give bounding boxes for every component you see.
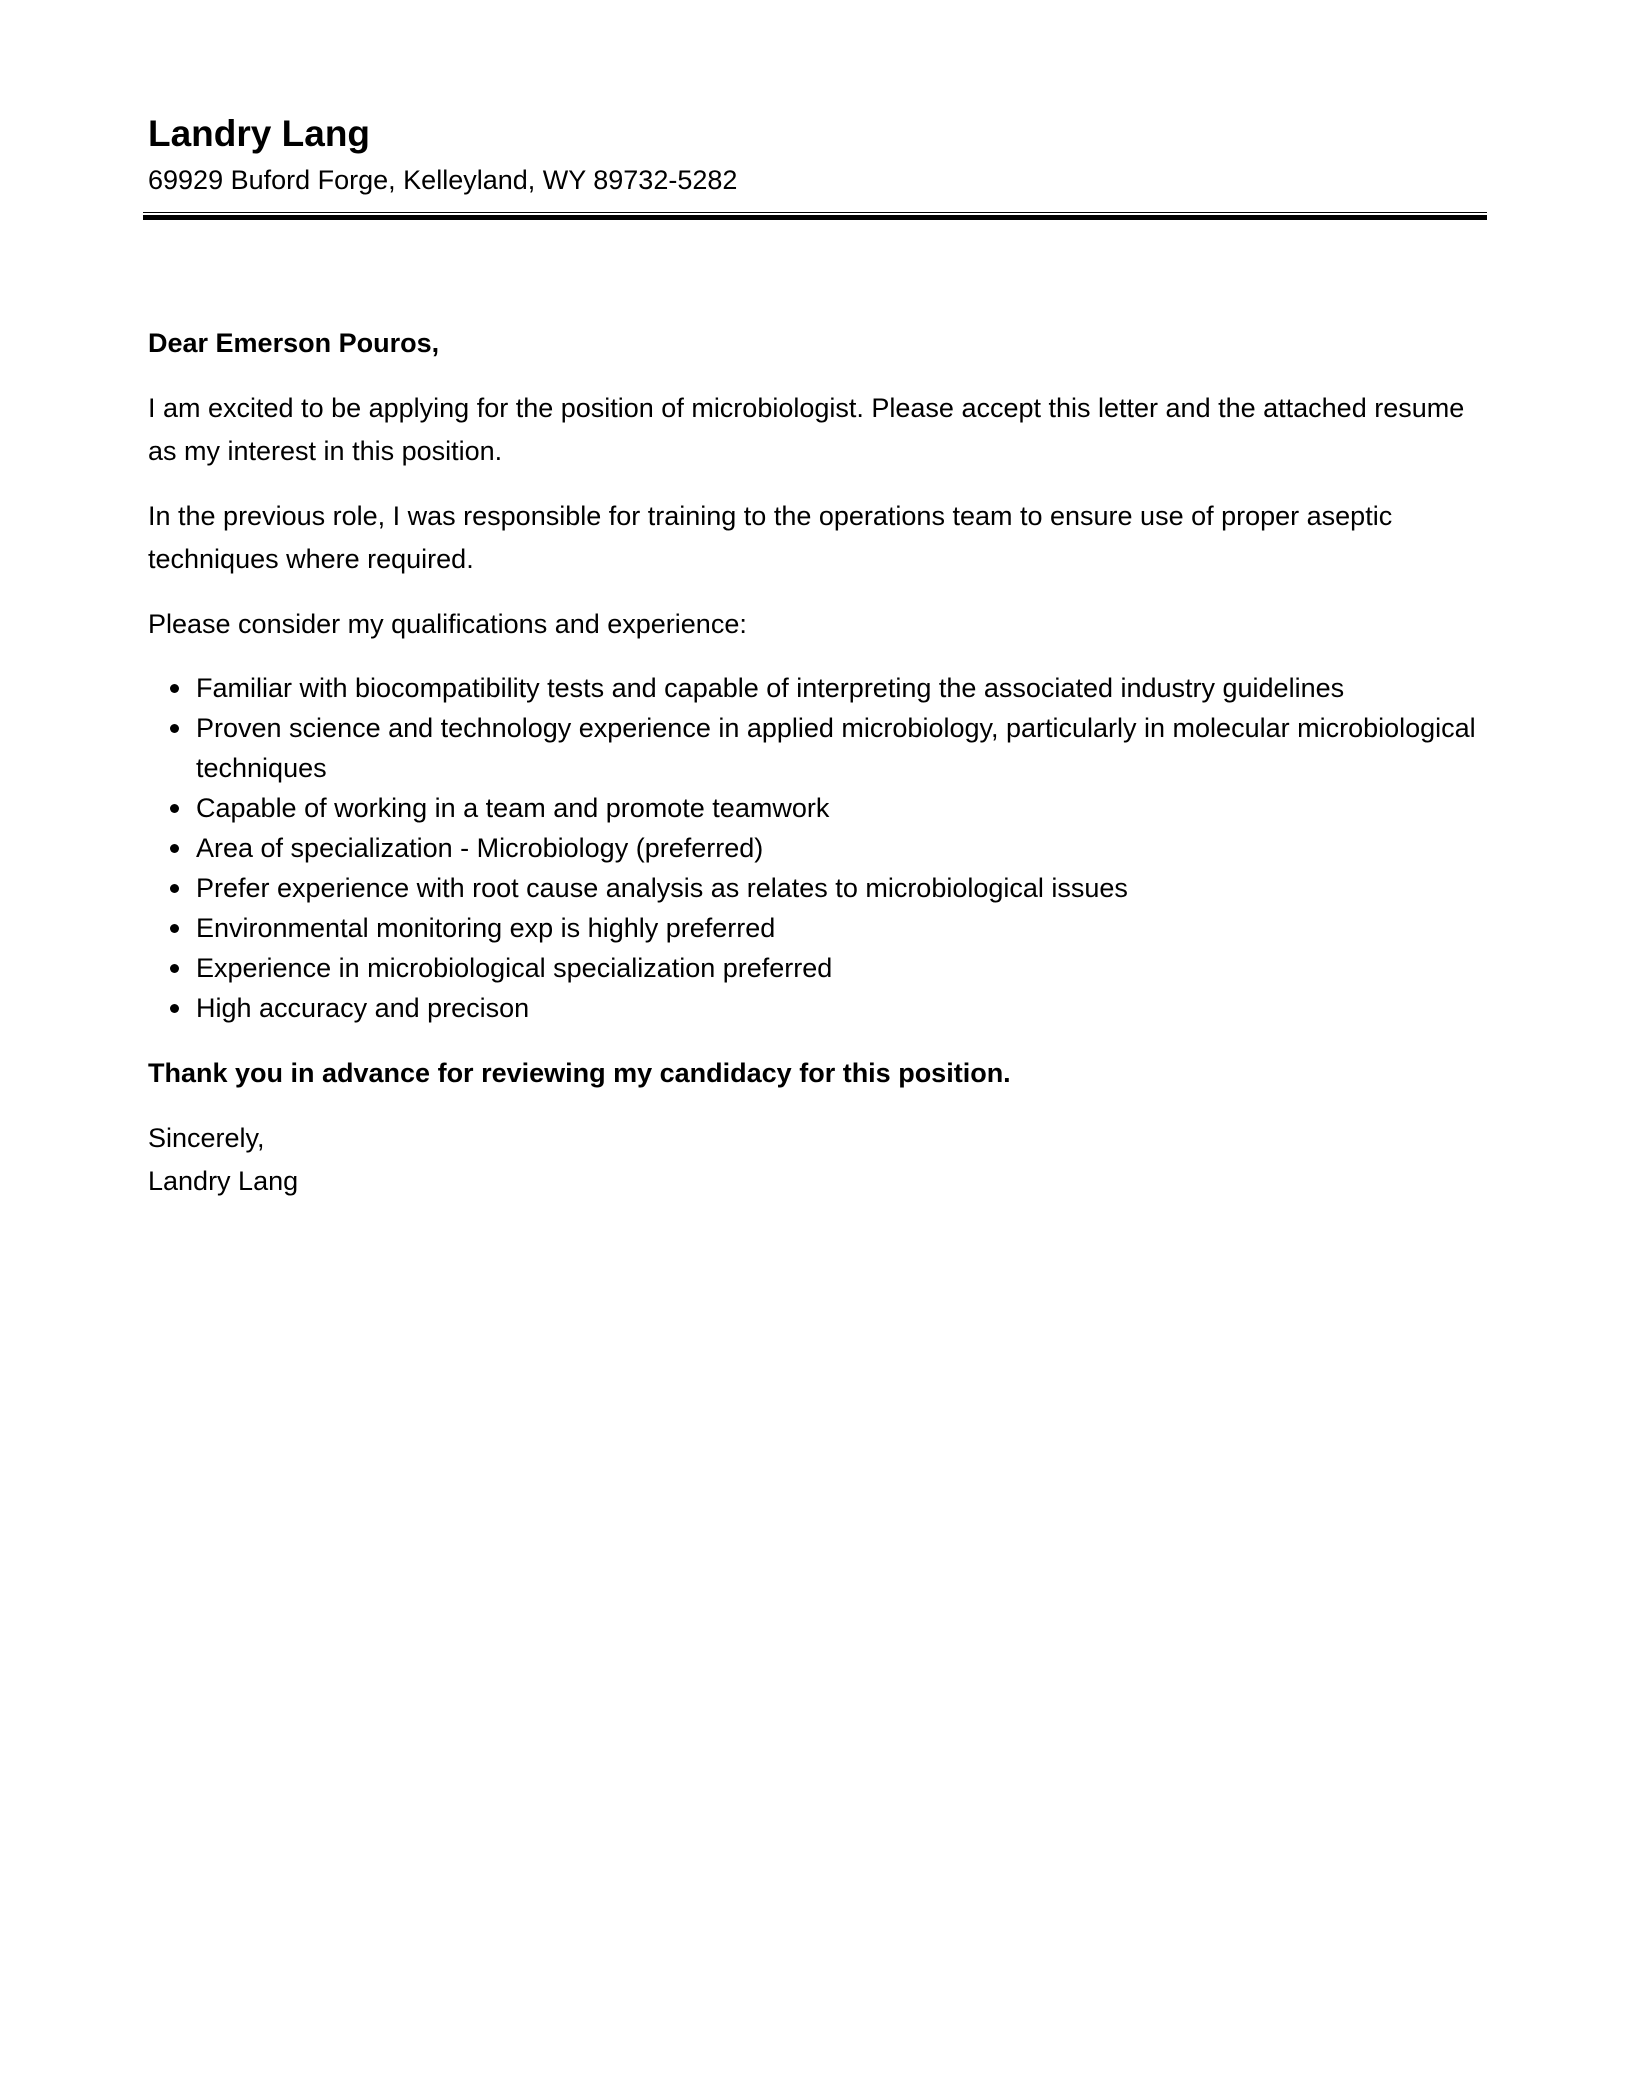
bullet-icon <box>170 884 179 893</box>
closing-statement: Thank you in advance for reviewing my candidacy for this position. <box>148 1058 1011 1088</box>
list-item-text: Experience in microbiological specialization preferred <box>196 953 833 983</box>
paragraph-qualifications-lead: Please consider my qualifications and experience: <box>148 609 747 639</box>
list-item-text: Prefer experience with root cause analysis as relates to microbiological issues <box>196 873 1128 903</box>
list-item-text: High accuracy and precison <box>196 993 530 1023</box>
bullet-icon <box>170 724 179 733</box>
header-rule-thick <box>143 215 1487 220</box>
list-item <box>148 908 1484 948</box>
bullet-icon <box>170 844 179 853</box>
sender-name: Landry Lang <box>148 113 371 154</box>
list-item-text: Proven science and technology experience in applied microbiology, particularly in molecular microbiological techniques <box>196 713 1476 783</box>
list-item-text: Capable of working in a team and promote teamwork <box>196 793 830 823</box>
list-item <box>148 708 1484 788</box>
list-item-text: Environmental monitoring exp is highly preferred <box>196 913 776 943</box>
list-item-text: Familiar with biocompatibility tests and capable of interpreting the associated industry guidelines <box>196 673 1345 703</box>
list-item-text: Area of specialization - Microbiology (preferred) <box>196 833 764 863</box>
qualifications-list <box>148 668 1484 1028</box>
signoff: Sincerely, <box>148 1123 265 1153</box>
list-item <box>148 828 1484 868</box>
list-item <box>148 948 1484 988</box>
bullet-icon <box>170 924 179 933</box>
sender-address: 69929 Buford Forge, Kelleyland, WY 89732-5282 <box>148 165 738 195</box>
list-item <box>148 668 1484 708</box>
letter-body <box>148 322 1484 1203</box>
list-item <box>148 868 1484 908</box>
header-rule-thin <box>143 212 1487 213</box>
signature-name: Landry Lang <box>148 1166 299 1196</box>
paragraph-previous-role: In the previous role, I was responsible for training to the operations team to ensure use of proper aseptic techniques where required. <box>148 501 1393 574</box>
bullet-icon <box>170 804 179 813</box>
list-item <box>148 788 1484 828</box>
letter-header <box>148 110 1484 198</box>
paragraph-intro: I am excited to be applying for the position of microbiologist. Please accept this letter and the attached resume as my interest in this position. <box>148 393 1465 466</box>
list-item <box>148 988 1484 1028</box>
bullet-icon <box>170 684 179 693</box>
bullet-icon <box>170 1004 179 1013</box>
salutation: Dear Emerson Pouros, <box>148 328 440 358</box>
bullet-icon <box>170 964 179 973</box>
